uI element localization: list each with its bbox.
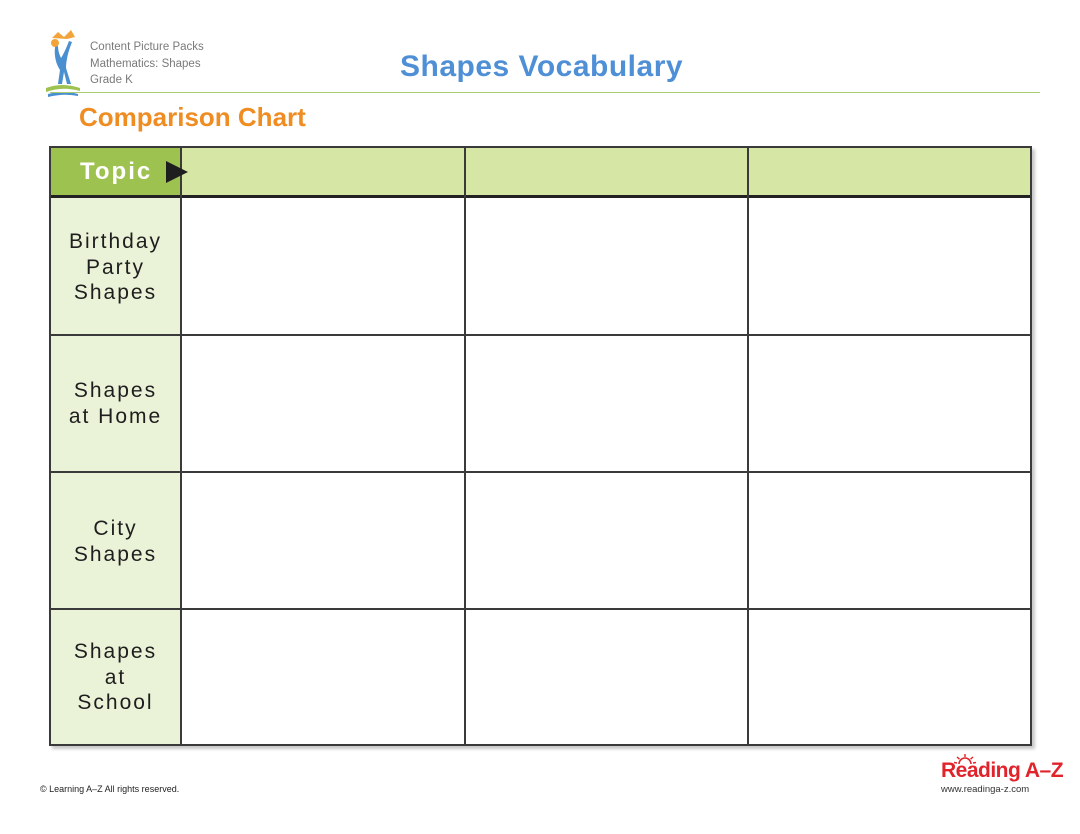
section-title: Comparison Chart	[79, 102, 306, 132]
row-header-cell	[51, 336, 180, 471]
column-divider	[464, 148, 466, 744]
row-header-cell	[51, 473, 180, 608]
topic-label: Topic	[80, 158, 153, 185]
brand-logo-text: Reading A–Z	[941, 759, 1064, 782]
row-header-cell	[51, 198, 180, 334]
row-header-label: Birthday Party Shapes	[68, 230, 163, 304]
row-divider	[51, 471, 1030, 473]
row-header-label: Shapes at School	[73, 640, 158, 714]
copyright-text: © Learning A–Z All rights reserved.	[40, 784, 180, 794]
row-header-cell	[51, 610, 180, 744]
column-divider	[180, 148, 182, 744]
chart-header-row	[51, 148, 1030, 198]
row-header-label: City Shapes	[73, 517, 158, 566]
topic-cell	[51, 148, 180, 195]
header-rule	[50, 92, 1040, 93]
column-divider	[747, 148, 749, 744]
header-meta	[90, 39, 204, 89]
row-divider	[51, 334, 1030, 336]
topic-arrow-icon	[166, 161, 188, 183]
content-picture-packs-logo-icon	[44, 28, 82, 98]
header-meta-line: Grade K	[90, 74, 133, 86]
brand-url: www.readinga-z.com	[941, 784, 1030, 795]
header-meta-line: Mathematics: Shapes	[90, 57, 201, 70]
header-meta-line: Content Picture Packs	[90, 41, 204, 53]
row-divider	[51, 608, 1030, 610]
comparison-chart	[49, 146, 1032, 746]
page-title: Shapes Vocabulary	[400, 50, 684, 83]
row-header-label: Shapes at Home	[68, 379, 163, 428]
